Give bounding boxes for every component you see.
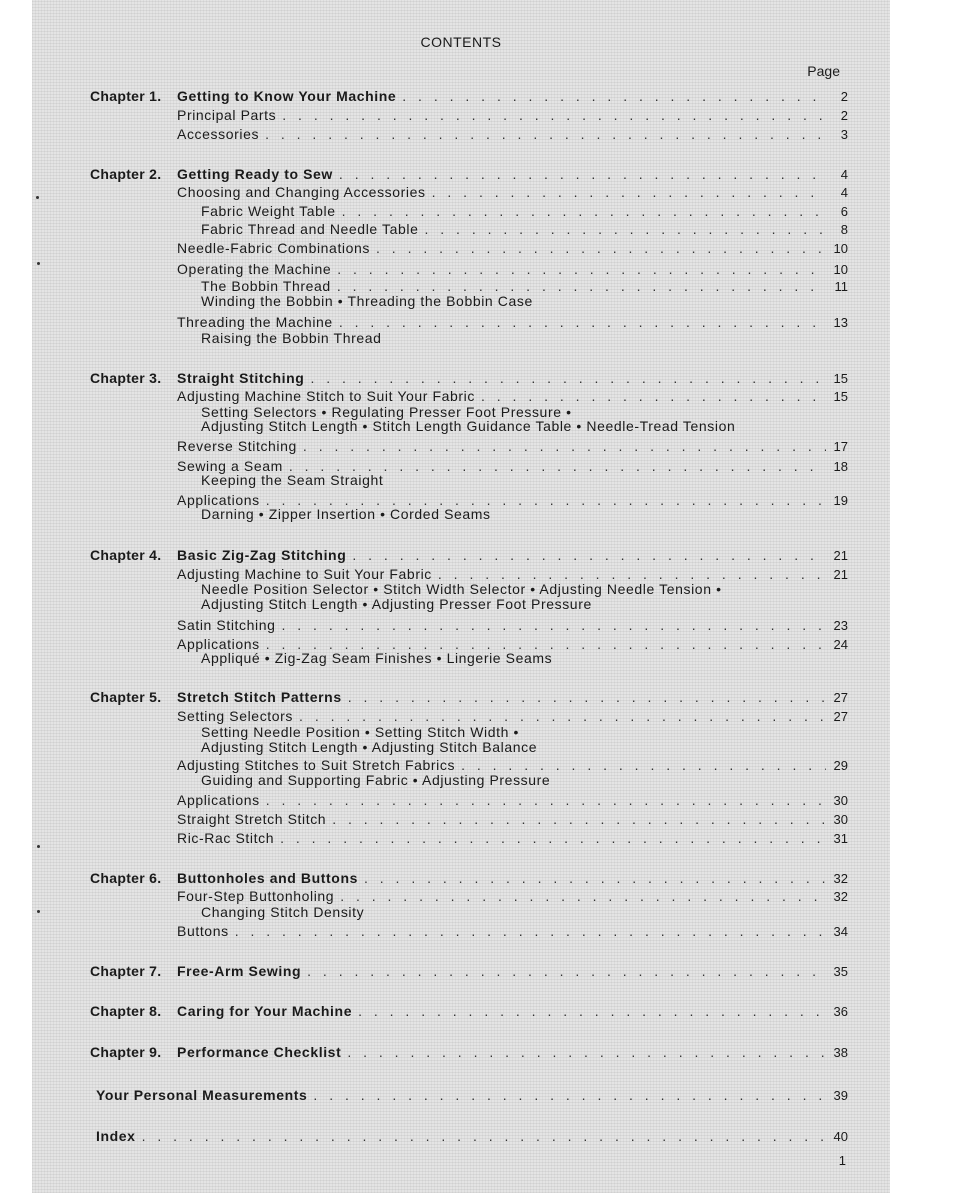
entry-title: Operating the Machine (177, 261, 332, 277)
entry-page-number: 17 (833, 439, 848, 454)
toc-entry (32, 260, 890, 278)
entry-title: Guiding and Supporting Fabric • Adjusting Pressure (201, 772, 551, 788)
entry-title: Your Personal Measurements (96, 1087, 308, 1103)
entry-title: Fabric Thread and Needle Table (201, 221, 419, 237)
entry-page-number: 18 (833, 459, 848, 474)
entry-page-number: 29 (833, 758, 848, 773)
entry-title: Adjusting Machine to Suit Your Fabric (177, 566, 432, 582)
entry-page-number: 39 (833, 1088, 848, 1103)
dot-leader (331, 260, 826, 278)
entry-page-number: 2 (840, 108, 848, 123)
entry-title: Choosing and Changing Accessories (177, 184, 426, 200)
toc-entry (32, 595, 890, 613)
entry-title: Darning • Zipper Insertion • Corded Seams (201, 506, 491, 522)
dot-leader (274, 829, 826, 847)
dot-leader (301, 962, 826, 980)
entry-title: Sewing a Seam (177, 458, 283, 474)
toc-entry (32, 738, 890, 756)
entry-page-number: 40 (833, 1129, 848, 1144)
toc-entry (32, 437, 890, 455)
entry-title: Free-Arm Sewing (177, 963, 302, 979)
entry-page-number: 30 (833, 812, 848, 827)
entry-title: Buttonholes and Buttons (177, 870, 358, 886)
chapter-number: Chapter 6. (90, 870, 162, 886)
entry-title: Index (96, 1128, 136, 1144)
dot-leader (326, 810, 826, 828)
entry-title: Basic Zig-Zag Stitching (177, 547, 347, 563)
entry-page-number: 34 (833, 924, 848, 939)
toc-entry (32, 165, 890, 183)
toc-entry (32, 791, 890, 809)
page-column-header: Page (807, 63, 840, 79)
toc-entry (32, 922, 890, 940)
toc-entry (32, 962, 890, 980)
entry-page-number: 11 (834, 279, 848, 294)
entry-page-number: 38 (833, 1045, 848, 1060)
entry-title: Buttons (177, 923, 229, 939)
entry-title: Changing Stitch Density (201, 904, 365, 920)
dot-leader (259, 125, 826, 143)
dot-leader (358, 869, 826, 887)
entry-page-number: 30 (833, 793, 848, 808)
entry-title: Applications (177, 492, 260, 508)
entry-page-number: 4 (840, 185, 848, 200)
dot-leader (346, 546, 826, 564)
toc-entry (32, 1127, 890, 1145)
entry-page-number: 36 (833, 1004, 848, 1019)
entry-title: Stretch Stitch Patterns (177, 689, 342, 705)
entry-page-number: 19 (833, 493, 848, 508)
entry-title: Performance Checklist (177, 1044, 342, 1060)
entry-page-number: 21 (833, 548, 848, 563)
chapter-number: Chapter 4. (90, 547, 162, 563)
entry-title: Setting Selectors (177, 708, 294, 724)
toc-entry (32, 1002, 890, 1020)
dot-leader (276, 106, 826, 124)
dot-leader (260, 791, 826, 809)
toc-entry (32, 329, 890, 347)
entry-page-number: 32 (833, 889, 848, 904)
toc-entry (32, 87, 890, 105)
toc-entry (32, 1043, 890, 1061)
entry-title: Adjusting Stitch Length • Adjusting Presser Foot Pressure (201, 596, 592, 612)
dot-leader (352, 1002, 826, 1020)
entry-page-number: 6 (840, 204, 848, 219)
entry-page-number: 27 (833, 709, 848, 724)
entry-page-number: 24 (833, 637, 848, 652)
dot-leader (136, 1127, 826, 1145)
toc-entry (32, 505, 890, 523)
toc-entry (32, 616, 890, 634)
entry-page-number: 8 (840, 222, 848, 237)
page-number: 1 (838, 1153, 846, 1168)
entry-title: Raising the Bobbin Thread (201, 330, 382, 346)
dot-leader (297, 437, 826, 455)
dot-leader (342, 688, 826, 706)
entry-title: Ric-Rac Stitch (177, 830, 275, 846)
toc-entry (32, 239, 890, 257)
entry-page-number: 21 (833, 567, 848, 582)
toc-entry (32, 810, 890, 828)
dot-leader (304, 369, 826, 387)
scan-speck (37, 262, 40, 265)
entry-title: Setting Selectors • Regulating Presser Foot Pressure • (201, 404, 572, 420)
chapter-number: Chapter 9. (90, 1044, 162, 1060)
entry-title: Adjusting Machine Stitch to Suit Your Fabric (177, 388, 475, 404)
toc-entry (32, 1086, 890, 1104)
entry-title: Getting Ready to Sew (177, 166, 333, 182)
entry-page-number: 2 (840, 89, 848, 104)
dot-leader (370, 239, 826, 257)
entry-title: Fabric Weight Table (201, 203, 336, 219)
entry-title: Needle-Fabric Combinations (177, 240, 371, 256)
entry-page-number: 31 (833, 831, 848, 846)
entry-title: Straight Stitching (177, 370, 305, 386)
toc-entry (32, 220, 890, 238)
toc-entry (32, 471, 890, 489)
dot-leader (276, 616, 827, 634)
entry-title: Getting to Know Your Machine (177, 88, 397, 104)
toc-entry (32, 903, 890, 921)
entry-title: Principal Parts (177, 107, 277, 123)
entry-title: Straight Stretch Stitch (177, 811, 327, 827)
entry-page-number: 32 (833, 871, 848, 886)
entry-title: Applications (177, 792, 260, 808)
entry-title: Four-Step Buttonholing (177, 888, 335, 904)
toc-entry (32, 417, 890, 435)
entry-title: Adjusting Stitches to Suit Stretch Fabrics (177, 757, 456, 773)
toc-entry (32, 292, 890, 310)
chapter-number: Chapter 5. (90, 689, 162, 705)
scan-speck (37, 845, 40, 848)
entry-page-number: 15 (833, 371, 848, 386)
dot-leader (426, 183, 826, 201)
entry-title: Reverse Stitching (177, 438, 297, 454)
entry-title: Keeping the Seam Straight (201, 472, 384, 488)
contents-title: CONTENTS (420, 34, 502, 50)
dot-leader (307, 1086, 826, 1104)
entry-page-number: 35 (833, 964, 848, 979)
chapter-number: Chapter 3. (90, 370, 162, 386)
toc-entry (32, 688, 890, 706)
entry-title: Caring for Your Machine (177, 1003, 353, 1019)
dot-leader (341, 1043, 826, 1061)
toc-entry (32, 771, 890, 789)
entry-title: Needle Position Selector • Stitch Width Selector • Adjusting Needle Tension • (201, 581, 722, 597)
toc-entry (32, 369, 890, 387)
entry-title: Satin Stitching (177, 617, 276, 633)
entry-page-number: 15 (833, 389, 848, 404)
toc-entry (32, 869, 890, 887)
toc-entry (32, 649, 890, 667)
document-page (32, 0, 890, 1193)
entry-page-number: 10 (833, 241, 848, 256)
entry-page-number: 3 (840, 127, 848, 142)
entry-title: Accessories (177, 126, 260, 142)
chapter-number: Chapter 1. (90, 88, 162, 104)
entry-title: Setting Needle Position • Setting Stitch Width • (201, 724, 519, 740)
dot-leader (333, 165, 826, 183)
entry-title: Appliqué • Zig-Zag Seam Finishes • Lingerie Seams (201, 650, 553, 666)
scan-speck (36, 196, 39, 199)
entry-page-number: 27 (833, 690, 848, 705)
toc-entry (32, 125, 890, 143)
entry-title: The Bobbin Thread (201, 278, 331, 294)
toc-entry (32, 546, 890, 564)
entry-title: Adjusting Stitch Length • Stitch Length Guidance Table • Needle-Tread Tension (201, 418, 736, 434)
entry-page-number: 23 (833, 618, 848, 633)
entry-page-number: 13 (833, 315, 848, 330)
toc-entry (32, 106, 890, 124)
toc-entry (32, 829, 890, 847)
entry-title: Applications (177, 636, 260, 652)
dot-leader (396, 87, 826, 105)
entry-title: Threading the Machine (177, 314, 333, 330)
entry-page-number: 4 (840, 167, 848, 182)
entry-title: Adjusting Stitch Length • Adjusting Stitch Balance (201, 739, 538, 755)
chapter-number: Chapter 8. (90, 1003, 162, 1019)
dot-leader (419, 220, 827, 238)
toc-entry (32, 202, 890, 220)
entry-title: Winding the Bobbin • Threading the Bobbin Case (201, 293, 533, 309)
entry-page-number: 10 (833, 262, 848, 277)
dot-leader (229, 922, 826, 940)
chapter-number: Chapter 7. (90, 963, 162, 979)
scan-speck (37, 910, 40, 913)
toc-entry (32, 183, 890, 201)
dot-leader (336, 202, 826, 220)
chapter-number: Chapter 2. (90, 166, 162, 182)
